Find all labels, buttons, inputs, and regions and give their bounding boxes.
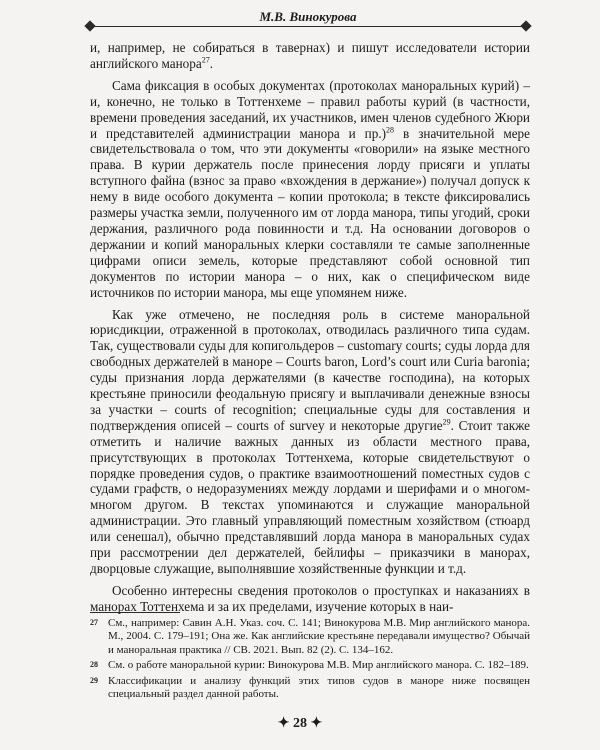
footnote-number: 29	[90, 675, 98, 685]
footnote-number: 28	[90, 660, 98, 670]
page-number: ✦ 28 ✦	[277, 716, 323, 731]
main-text	[90, 40, 530, 615]
footnote-28	[90, 659, 530, 672]
footnote-text: См. о работе маноральной курии: Винокурова М.В. Мир английского манора. С. 182–189.	[108, 659, 529, 672]
footnotes	[90, 617, 530, 703]
footnote-29	[90, 675, 530, 702]
paragraph-2: Сама фиксация в особых документах (протоколах маноральных курий) – и, конечно, не только в Тоттенхеме – правил работы курий (в частности, времени проведения заседаний, их участников, имен членов судебного Жюри и представителей администрации манора и пр.)$^{28}$ в значительной мере свидетельствовала о том, что эти документы «говорили» на языке местного права. В курии держатель после принесения лорду присяги и уплаты вступного файна (взнос за право «вхождения в держание») получал допуск к нему в виде особого документа – копии протокола; в тексте фиксировались размеры участка земли, полученного им от лорда манора, типы угодий, сроки держания, различного рода повинности и т.д. На основании договоров о держании и копий маноральных клерки составляли те самые заполненные цифрами описи земель, которые представляют собой основной тип документов по истории манора – о них, как о специфическом виде источников по истории манора, мы еще упомянем ниже.	[90, 77, 530, 300]
header-rule	[88, 26, 528, 27]
footnote-divider	[90, 612, 180, 613]
running-title: М.В. Винокурова	[259, 9, 357, 24]
paragraph-3: Как уже отмечено, не последняя роль в системе маноральной юрисдикции, отраженной в протоколах, отводилась различного типа судам. Так, существовали суды для копигольдеров – customary courts; суды лорда для свободных держателей в маноре – Courts baron, Lord’s court или Curia baronia; суды признания лорда держателями (в качестве господина), на которых крестьяне приносили феодальную присягу и выплачивали денежные взносы за участки – courts of recognition; специальные суды для составления и подтверждения описей – courts of survey и некоторые другие$^{29}$. Стоит также отметить и наличие важных данных из области местного права, присутствующих в протоколах Тоттенхема, которые свидетельствуют о порядке проведения судов, о практике взаимоотношений поместных судов с судами графств, о недоразумениях между лордами и шерифами и о многом-многом другом. В текстах упоминаются и служащие маноральной администрации. Это главный управляющий поместным хозяйством (стюард или сенешал), обычно представлявший лорда манора в маноральных судах при рассмотрении дел держателей, бейлифы – приказчики в манорах, дворцовые служащие, выполнявшие хозяйственные функции и т.д.	[90, 306, 531, 576]
footnote-ref-28[interactable]: 28	[386, 125, 395, 135]
paragraph-1: и, например, не собираться в тавернах) и пишут исследователи истории английского манора$^{27}$.	[90, 40, 530, 71]
footnote-text: Классификации и анализу функций этих типов судов в маноре ниже посвящен специальный раздел данной работы.	[108, 674, 530, 701]
footnote-ref-27[interactable]: 27	[201, 55, 210, 65]
running-header	[88, 6, 528, 30]
paragraph-4: Особенно интересны сведения протоколов о проступках и наказаниях в манорах Тоттенхема и за их пределами, изучение которых в наи-	[90, 582, 530, 614]
rule-ornament-right-icon	[520, 20, 531, 31]
footnote-27	[90, 617, 530, 657]
footnote-number: 27	[90, 618, 98, 627]
footnote-ref-29[interactable]: 29	[442, 417, 451, 427]
footnote-text: См., например: Савин А.Н. Указ. соч. С. 141; Винокурова М.В. Мир английского манора. М., 2004. С. 179–191; Она же. Как английские крестьяне передавали имущество? Обычай и маноральная практика // СВ. 2021. Вып. 82 (2). С. 134–162.	[108, 617, 530, 656]
rule-ornament-left-icon	[84, 20, 95, 31]
